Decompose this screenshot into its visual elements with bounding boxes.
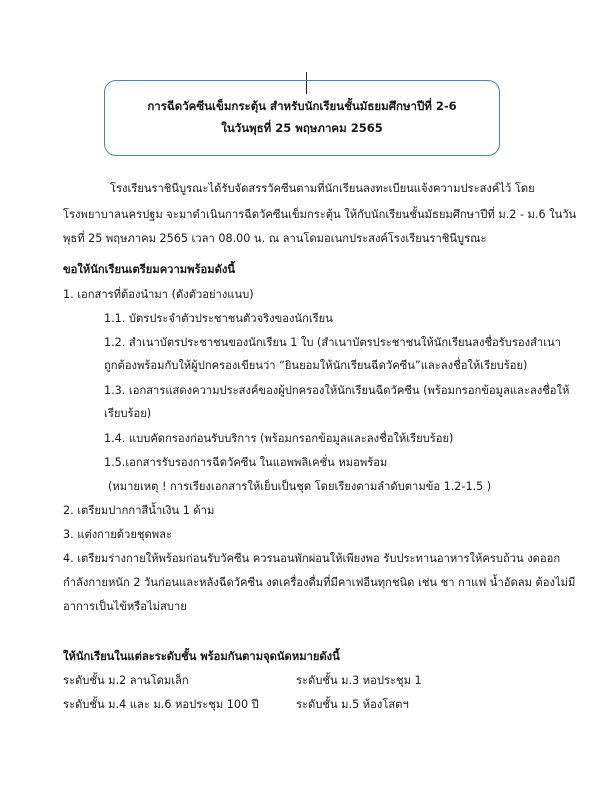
location-m5: ระดับชั้น ม.5 ห้องโสตฯ — [296, 698, 409, 711]
sub-item-1-4: 1.4. แบบคัดกรองก่อนรับบริการ (พร้อมกรอกข้อมูลและลงชื่อให้เรียบร้อย) — [104, 432, 454, 445]
title-box — [104, 80, 500, 156]
note: (หมายเหตุ ! การเรียงเอกสารให้เย็บเป็นชุด โดยเรียงตามลำดับตามข้อ 1.2-1.5 ) — [108, 480, 492, 493]
location-m4-m6: ระดับชั้น ม.4 และ ม.6 หอประชุม 100 ปี — [63, 698, 259, 711]
sub-item-1-2a: 1.2. สำเนาบัตรประชาชนของนักเรียน 1 ใบ (สำเนาบัตรประชาชนให้นักเรียนลงชื่อรับรองสำเนา — [104, 336, 561, 349]
intro-line-2: โรงพยาบาลนครปฐม จะมาดำเนินการฉีดวัคซีนเข็มกระตุ้น ให้กับนักเรียนชั้นมัธยมศึกษาปีที่ ม.2 - ม.6 ในวัน — [63, 208, 577, 221]
prep-heading: ขอให้นักเรียนเตรียมความพร้อมดังนี้ — [63, 263, 235, 276]
sub-item-1-2b: ถูกต้องพร้อมกับให้ผู้ปกครองเขียนว่า “ยินยอมให้นักเรียนฉีดวัคซีน”และลงชื่อให้เรียบร้อย) — [104, 359, 528, 372]
sub-item-1-3b: เรียบร้อย) — [104, 407, 152, 420]
title-line-2: ในวันพุธที่ 25 พฤษภาคม 2565 — [221, 121, 383, 135]
item-2: 2. เตรียมปากกาสีน้ำเงิน 1 ด้าม — [63, 504, 215, 517]
item-4-line-3: อาการเป็นไข้หรือไม่สบาย — [63, 600, 187, 613]
item-3: 3. แต่งกายด้วยชุดพละ — [63, 528, 172, 541]
item-4-line-1: 4. เตรียมร่างกายให้พร้อมก่อนรับวัคซีน ควรนอนพักผ่อนให้เพียงพอ รับประทานอาหารให้ครบถ้วน งดออก — [63, 552, 561, 565]
sub-item-1-1: 1.1. บัตรประจำตัวประชาชนตัวจริงของนักเรียน — [104, 312, 333, 325]
item-1: 1. เอกสารที่ต้องนำมา (ดังตัวอย่างแนบ) — [63, 288, 254, 301]
item-4-line-2: กำลังกายหนัก 2 วันก่อนและหลังฉีดวัคซีน งดเครื่องดื่มที่มีคาเฟอีนทุกชนิด เช่น ชา กาแฟ น้ำอัดลม ต้องไม่มี — [63, 576, 576, 589]
location-m2: ระดับชั้น ม.2 ลานโดมเล็ก — [63, 674, 189, 687]
meet-heading: ให้นักเรียนในแต่ละระดับชั้น พร้อมกันตามจุดนัดหมายดังนี้ — [63, 650, 340, 663]
intro-line-3: พุธที่ 25 พฤษภาคม 2565 เวลา 08.00 น. ณ ลานโดมอเนกประสงค์โรงเรียนราชินีบูรณะ — [63, 232, 487, 245]
sub-item-1-3a: 1.3. เอกสารแสดงความประสงค์ของผู้ปกครองให้นักเรียนฉีดวัคซีน (พร้อมกรอกข้อมูลและลงชื่อให้ — [104, 384, 570, 397]
sub-item-1-5: 1.5.เอกสารรับรองการฉีดวัคซีน ในแอพพลิเคชั่น หมอพร้อม — [104, 456, 388, 469]
intro-line-1: โรงเรียนราชินีบูรณะได้รับจัดสรรวัคซีนตามที่นักเรียนลงทะเบียนแจ้งความประสงค์ไว้ โดย — [110, 182, 535, 195]
location-m3: ระดับชั้น ม.3 หอประชุม 1 — [296, 674, 422, 687]
title-line-1: การฉีดวัคซีนเข็มกระตุ้น สำหรับนักเรียนชั้นมัธยมศึกษาปีที่ 2-6 — [147, 99, 457, 113]
